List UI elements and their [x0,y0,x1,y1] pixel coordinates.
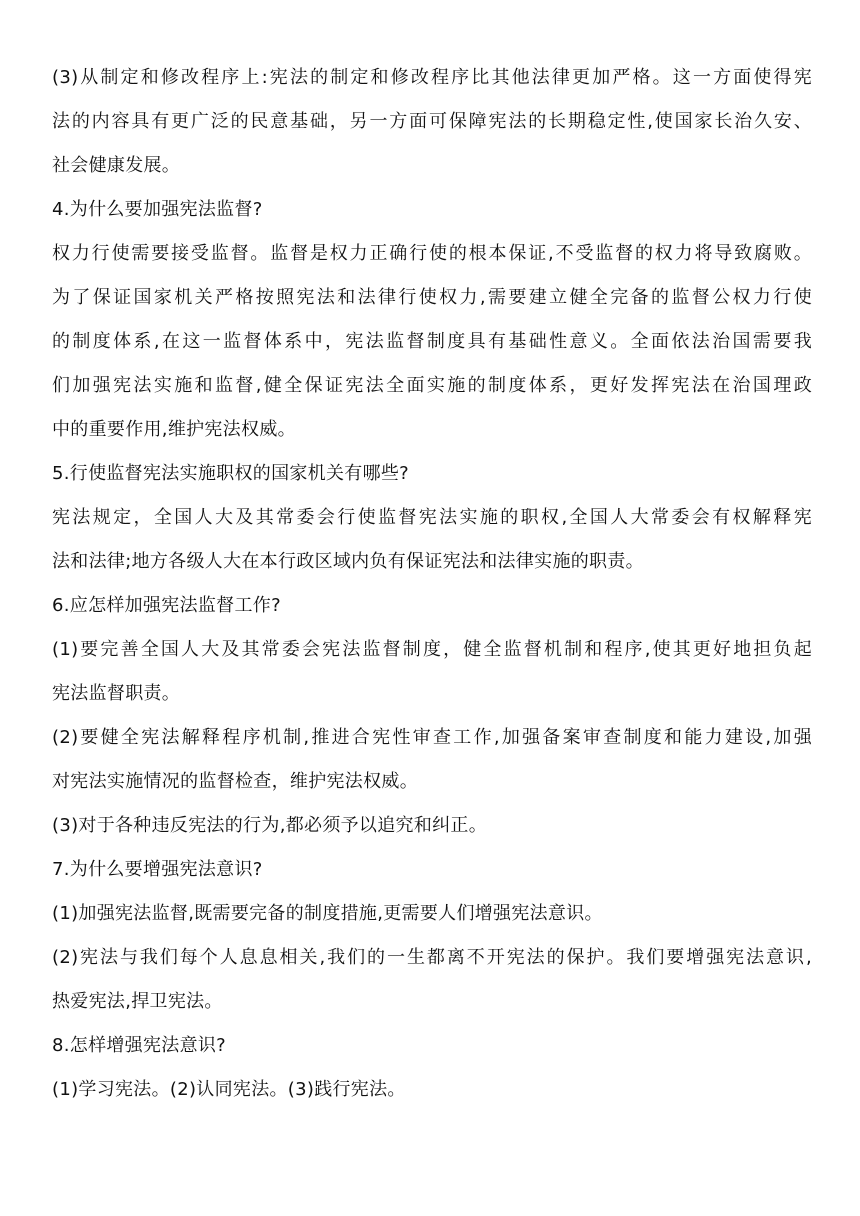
text-line: (2)要健全宪法解释程序机制,推进合宪性审查工作,加强备案审查制度和能力建设,加强 [52,727,812,748]
section-heading: 5.行使监督宪法实施职权的国家机关有哪些? [52,463,410,484]
text-line: 中的重要作用,维护宪法权威。 [52,419,296,440]
text-line: (1)要完善全国人大及其常委会宪法监督制度，健全监督机制和程序,使其更好地担负起 [52,639,812,660]
text-line: 们加强宪法实施和监督,健全保证宪法全面实施的制度体系，更好发挥宪法在治国理政 [52,375,812,396]
text-line: 权力行使需要接受监督。监督是权力正确行使的根本保证,不受监督的权力将导致腐败。 [52,243,812,264]
section-heading: 4.为什么要加强宪法监督? [52,199,263,220]
text-line: (3)对于各种违反宪法的行为,都必须予以追究和纠正。 [52,815,488,836]
text-line: (3)从制定和修改程序上:宪法的制定和修改程序比其他法律更加严格。这一方面使得宪 [52,67,812,88]
text-line: 对宪法实施情况的监督检查，维护宪法权威。 [52,771,418,792]
text-line: 的制度体系,在这一监督体系中，宪法监督制度具有基础性意义。全面依法治国需要我 [52,331,812,352]
section-heading: 6.应怎样加强宪法监督工作? [52,595,281,616]
document-body [52,56,812,1112]
section-heading: 7.为什么要增强宪法意识? [52,859,263,880]
text-line: 法和法律;地方各级人大在本行政区域内负有保证宪法和法律实施的职责。 [52,551,644,572]
text-line: (1)学习宪法。(2)认同宪法。(3)践行宪法。 [52,1079,406,1100]
text-line: (2)宪法与我们每个人息息相关,我们的一生都离不开宪法的保护。我们要增强宪法意识, [52,947,812,968]
text-line: 为了保证国家机关严格按照宪法和法律行使权力,需要建立健全完备的监督公权力行使 [52,287,812,308]
text-line: 热爱宪法,捍卫宪法。 [52,991,223,1012]
text-line: 社会健康发展。 [52,155,181,176]
text-line: (1)加强宪法监督,既需要完备的制度措施,更需要人们增强宪法意识。 [52,903,603,924]
text-line: 法的内容具有更广泛的民意基础，另一方面可保障宪法的长期稳定性,使国家长治久安、 [52,111,812,132]
section-heading: 8.怎样增强宪法意识? [52,1035,227,1056]
text-line: 宪法规定，全国人大及其常委会行使监督宪法实施的职权,全国人大常委会有权解释宪 [52,507,812,528]
text-line: 宪法监督职责。 [52,683,181,704]
